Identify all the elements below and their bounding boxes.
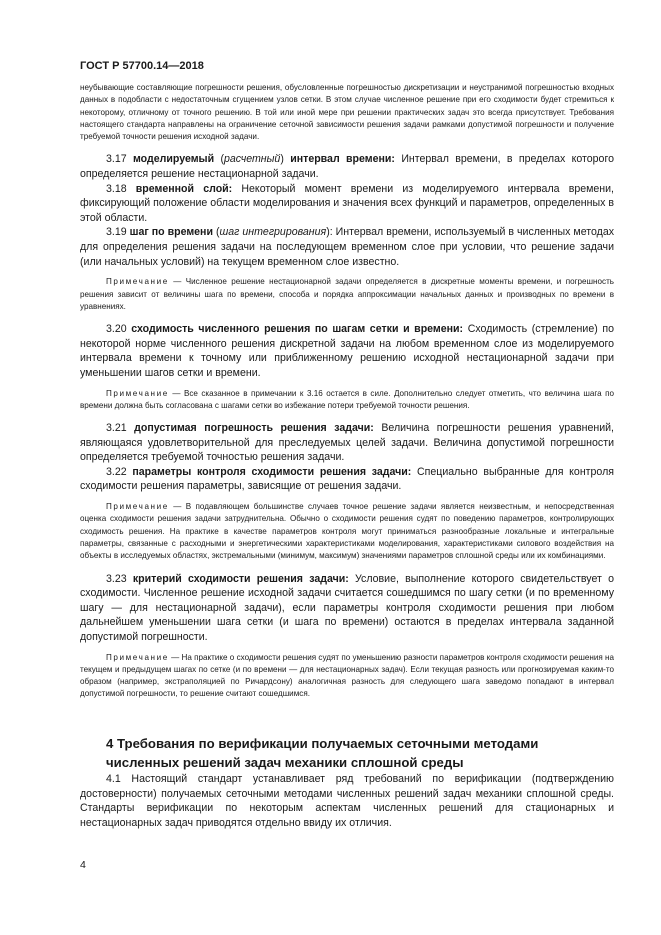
def-number: 3.19: [106, 226, 130, 239]
def-text: Условие, выполнение которого свидетельствует о сходимости. Численное решение исходной задачи считается сошедшимся по шагу сетки (и по временному шагу — для нестационарной задачи), если параметры контроля сходимости решения при любом дальнейшем уменьшении шага сетки (и шага по времени) остаются в пределах интервала заданной допустимой погрешности.: [80, 572, 615, 643]
def-term: критерий сходимости решения задачи:: [132, 572, 349, 585]
def-text: Сходимость (стремление) по некоторой норме численного решения дискретной задачи на любом временном слое из моделируемого интервала времени к точному или приближенному решению исходной нестационарной задачи при уменьшении шагов сетки и времени.: [80, 323, 614, 379]
definition-3-17: [80, 152, 614, 181]
note-3-20: [80, 388, 614, 413]
document-header: ГОСТ Р 57700.14—2018: [80, 60, 204, 72]
def-number: 3.21: [106, 422, 135, 435]
note-label: Примечание: [106, 502, 169, 512]
def-text: Некоторый момент времени из моделируемого интервала времени, фиксирующий положение области моделирования и значения всех функций и параметров, определенных в этой области.: [80, 182, 614, 224]
def-paren-close: ): [280, 153, 291, 166]
note-text: — На практике о сходимости решения судят по уменьшению разности параметров контроля сходимости решения на текущем и предыдущем шагах по сетке (и по времени — для нестационарных задач). Если текущая разность или прогнозируемая каким-то образом (например, экстраполяцией по Ричардсону) аналогичная разность для следующего шага заведомо попадают в интервал допустимой погрешности, то решение считают сошедшимся.: [80, 652, 614, 699]
definition-3-21: [80, 421, 614, 465]
def-synonym: шаг интегрирования: [219, 226, 327, 239]
def-text: Интервал времени, в пределах которого определяется решение нестационарной задачи.: [80, 153, 614, 181]
definition-3-20: [80, 322, 614, 380]
definition-3-23: [80, 572, 614, 645]
def-term: сходимость численного решения по шагам сетки и времени:: [131, 323, 464, 336]
paragraph-4-1: 4.1 Настоящий стандарт устанавливает ряд требований по верификации (подтверждению достоверности) получаемых сеточными методами численных решений задач механики сплошной среды. Стандарты верификации по некоторым аспектам численных решений для стационарных и нестационарных задач приводятся отдельно ввиду их отличия.: [80, 773, 614, 829]
def-synonym: расчетный: [224, 153, 281, 166]
note-label: Примечание: [106, 388, 169, 398]
definition-3-19: [80, 225, 614, 269]
def-text: Интервал времени, используемый в численных методах для определения решения задачи на последующем временном слое при условии, что решение задачи (или начальных условий) на текущем временном слое известно.: [80, 226, 615, 268]
note-3-22: [80, 501, 614, 562]
note-3-23: [80, 652, 614, 701]
section-4-body: [80, 772, 614, 830]
def-term: моделируемый: [132, 153, 215, 166]
def-number: 3.20: [106, 323, 132, 336]
def-term: допустимая погрешность решения задачи:: [134, 422, 374, 435]
def-term: шаг по времени: [129, 226, 213, 239]
note-3-19: [80, 276, 614, 313]
def-number: 3.23: [106, 572, 133, 585]
def-paren-open: (: [214, 153, 224, 166]
intro-paragraph: неубывающие составляющие погрешности решения, обусловленные погрешностью дискретизации и неустранимой погрешностью входных данных в подобласти с недостаточным сгущением узлов сетки. В этом случае численное решение при его сходимости будет стремиться к некоторому, отличному от точного решению. В той или иной мере при решении практических задач это всегда присутствует. Требования настоящего стандарта направлены на ограничение сеточной зависимости решения задачи рамками допустимой погрешности и получение требуемой точности решения исходной задачи.: [80, 83, 614, 142]
note-text: — В подавляющем большинстве случаев точное решение задачи является неизвестным, и непосредственная оценка сходимости решения задачи затруднительна. Обычно о сходимости решения судят по поведению параметров, контролирующих сходимость решения. На практике в качестве параметров контроля могут приниматься разнообразные локальные и интегральные параметры, связанные с расходными и энергетическими характеристиками моделирования, характеристиками силового воздействия на объекты в исследуемых областях, экстремальными (минимум, максимум) значениями параметров сплошной среды или их комбинациями.: [80, 502, 614, 561]
page-number: 4: [80, 859, 86, 871]
def-number: 3.18: [106, 182, 136, 195]
def-paren-open: (: [212, 226, 220, 239]
note-text: — Все сказанное в примечании к 3.16 остается в силе. Дополнительно следует отметить, что величина шага по времени должна быть согласована с шагами сетки во избежание потери требуемой точности решения.: [80, 388, 614, 410]
definition-3-18: [80, 182, 614, 226]
note-label: Примечание: [106, 277, 169, 287]
def-number: 3.22: [106, 465, 133, 478]
note-label: Примечание: [106, 652, 169, 662]
def-text: Специально выбранные для контроля сходимости решения параметры, зависящие от решения задачи.: [80, 465, 614, 493]
def-term-continued: интервал времени:: [290, 153, 395, 166]
def-text: Величина погрешности решения уравнений, являющаяся удовлетворительной для преследуемых целей задачи. Величина допустимой погрешности определяется требуемой точностью решения задачи.: [80, 422, 615, 464]
def-term: временной слой:: [135, 182, 233, 195]
note-text: — Численное решение нестационарной задачи определяется в дискретные моменты времени, и погрешность решения зависит от величины шага по времени, способа и порядка аппроксимации начальных данных и производных по времени в уравнениях.: [80, 277, 614, 311]
page-body: [80, 82, 614, 701]
definition-3-22: [80, 465, 614, 494]
def-term: параметры контроля сходимости решения задачи:: [132, 465, 412, 478]
def-number: 3.17: [106, 153, 133, 166]
def-paren-close: ):: [326, 226, 333, 239]
section-4-heading: 4 Требования по верификации получаемых сеточными методами численных решений задач механики сплошной среды: [106, 736, 539, 770]
